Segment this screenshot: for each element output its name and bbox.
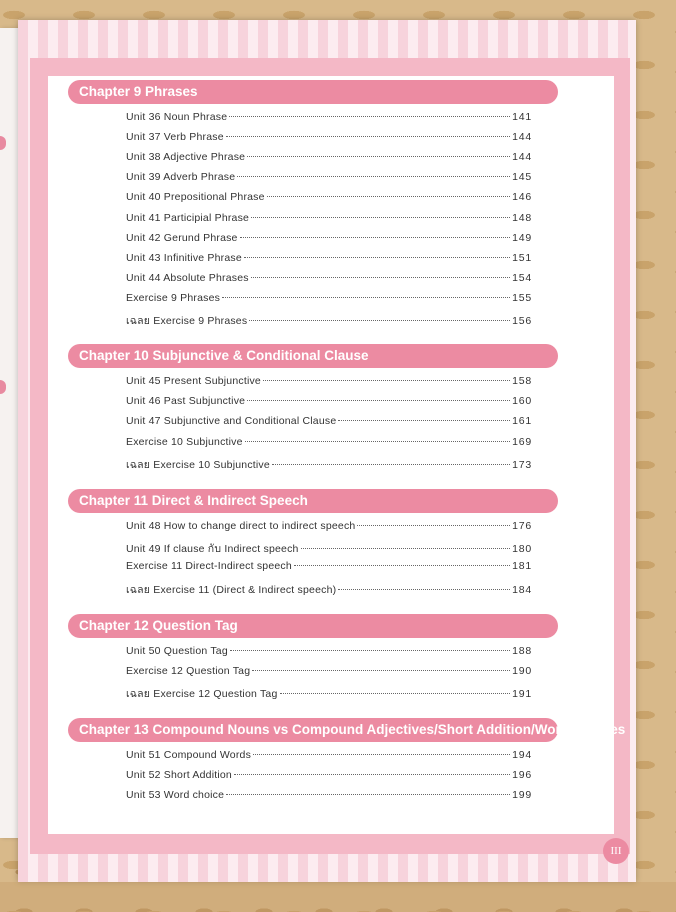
dot-leader (222, 297, 510, 298)
dot-leader (237, 176, 510, 177)
toc-entry-title: Unit 52 Short Addition (126, 769, 232, 782)
dot-leader (229, 116, 510, 117)
toc-entry-title: เฉลย Exercise 10 Subjunctive (126, 458, 270, 471)
toc-entry (126, 415, 532, 429)
toc-entry (126, 272, 532, 286)
dot-leader (247, 400, 510, 401)
dot-leader (244, 257, 510, 258)
toc-entry (126, 395, 532, 409)
toc-entry-page: 144 (512, 131, 532, 144)
toc-entry-title: Unit 39 Adverb Phrase (126, 171, 236, 184)
toc-entry (126, 171, 532, 185)
toc-entry-page: 158 (512, 375, 532, 387)
dot-leader (251, 217, 510, 218)
toc-entry-page: 169 (512, 435, 532, 448)
toc-entry-title: Unit 36 Noun Phrase (126, 111, 228, 123)
toc-entry (126, 312, 532, 326)
toc-entry (126, 111, 532, 125)
toc-entry-page: 188 (512, 645, 532, 657)
toc-entry-page: 191 (512, 688, 532, 701)
toc-entry-page: 176 (512, 520, 532, 532)
toc-entry (126, 436, 532, 450)
toc-entry-page: 144 (512, 151, 532, 164)
dot-leader (230, 650, 510, 651)
toc-entry-title: Unit 42 Gerund Phrase (126, 231, 238, 244)
toc-entry-page: 155 (512, 291, 532, 304)
chapter-heading: Chapter 11 Direct & Indirect Speech (68, 489, 558, 513)
toc-entry-title: Exercise 10 Subjunctive (126, 435, 243, 448)
toc-entry (126, 456, 532, 470)
toc-entry-title: Exercise 12 Question Tag (126, 665, 251, 678)
toc-entry (126, 665, 532, 679)
dot-leader (245, 441, 510, 442)
toc-entry-title: Unit 41 Participial Phrase (126, 211, 250, 224)
toc-entry (126, 789, 532, 803)
dot-leader (251, 277, 510, 278)
toc-entry (126, 540, 532, 554)
dot-leader (253, 754, 510, 755)
toc-entry-page: 160 (512, 395, 532, 408)
toc-entry-page: 184 (512, 583, 532, 596)
toc-entry (126, 131, 532, 145)
previous-page-pink-tab (0, 136, 6, 150)
dot-leader (338, 589, 510, 590)
chapter-heading: Chapter 9 Phrases (68, 80, 558, 104)
toc-entry-page: 149 (512, 231, 532, 244)
dot-leader (301, 548, 511, 549)
toc-entry-page: 154 (512, 271, 532, 284)
toc-entry-title: Unit 47 Subjunctive and Conditional Clause (126, 415, 337, 428)
toc-entry-page: 145 (512, 171, 532, 184)
dot-leader (357, 525, 510, 526)
dot-leader (249, 320, 510, 321)
toc-entry-title: Unit 37 Verb Phrase (126, 131, 224, 144)
dot-leader (247, 156, 510, 157)
toc-entry-title: Unit 48 How to change direct to indirect speech (126, 520, 356, 532)
toc-entry-title: Unit 45 Present Subjunctive (126, 375, 261, 387)
toc-entry-page: 190 (512, 665, 532, 678)
toc-entry-title: Unit 46 Past Subjunctive (126, 395, 246, 408)
toc-entry-title: Unit 40 Prepositional Phrase (126, 191, 265, 204)
chapter-heading: Chapter 12 Question Tag (68, 614, 558, 638)
dot-leader (294, 565, 510, 566)
toc-entry-title: Unit 38 Adjective Phrase (126, 151, 246, 164)
toc-entry-title: Unit 49 If clause กับ Indirect speech (126, 543, 299, 556)
toc-entry (126, 749, 532, 763)
toc-entry-title: Unit 43 Infinitive Phrase (126, 251, 242, 264)
toc-entry-title: Exercise 11 Direct-Indirect speech (126, 560, 292, 573)
toc-entry-page: 141 (512, 111, 532, 123)
toc-entry (126, 560, 532, 574)
toc-entry-page: 194 (512, 749, 532, 761)
dot-leader (234, 774, 510, 775)
toc-entry-page: 181 (512, 560, 532, 573)
dot-leader (280, 693, 511, 694)
toc-entry-page: 151 (512, 251, 532, 264)
toc-entry-page: 161 (512, 415, 532, 428)
toc-entry (126, 252, 532, 266)
dot-leader (226, 136, 510, 137)
wood-surface-shadow (0, 882, 676, 912)
toc-entry (126, 212, 532, 226)
toc-entry (126, 375, 532, 389)
toc-entry-page: 148 (512, 211, 532, 224)
toc-entry (126, 645, 532, 659)
previous-page-pink-tab (0, 380, 6, 394)
toc-entry (126, 769, 532, 783)
toc-entry-title: Unit 53 Word choice (126, 789, 225, 802)
toc-entry-title: Unit 44 Absolute Phrases (126, 271, 249, 284)
toc-entry-title: เฉลย Exercise 11 (Direct & Indirect speech) (126, 583, 337, 596)
dot-leader (272, 464, 510, 465)
page-number-badge: III (603, 838, 629, 864)
toc-entry-page: 146 (512, 191, 532, 204)
toc-entry-page: 180 (512, 543, 532, 556)
toc-entry (126, 520, 532, 534)
toc-entry-page: 173 (512, 458, 532, 471)
toc-entry (126, 292, 532, 306)
dot-leader (338, 420, 510, 421)
toc-entry-title: Exercise 9 Phrases (126, 291, 221, 304)
toc-entry-title: Unit 51 Compound Words (126, 749, 252, 761)
toc-entry (126, 191, 532, 205)
chapter-heading: Chapter 13 Compound Nouns vs Compound Adjectives/Short Addition/Word Choices (68, 718, 558, 742)
toc-entry-page: 199 (512, 789, 532, 802)
toc-entry-title: เฉลย Exercise 9 Phrases (126, 315, 248, 327)
dot-leader (240, 237, 510, 238)
dot-leader (226, 794, 510, 795)
toc-entry-title: เฉลย Exercise 12 Question Tag (126, 688, 278, 701)
dot-leader (263, 380, 510, 381)
chapter-heading: Chapter 10 Subjunctive & Conditional Clause (68, 344, 558, 368)
toc-entry (126, 232, 532, 246)
toc-entry (126, 581, 532, 595)
toc-entry-title: Unit 50 Question Tag (126, 645, 228, 657)
dot-leader (267, 196, 510, 197)
toc-entry (126, 151, 532, 165)
toc-entry-page: 156 (512, 315, 532, 327)
dot-leader (252, 670, 510, 671)
toc-entry (126, 685, 532, 699)
toc-entry-page: 196 (512, 769, 532, 782)
